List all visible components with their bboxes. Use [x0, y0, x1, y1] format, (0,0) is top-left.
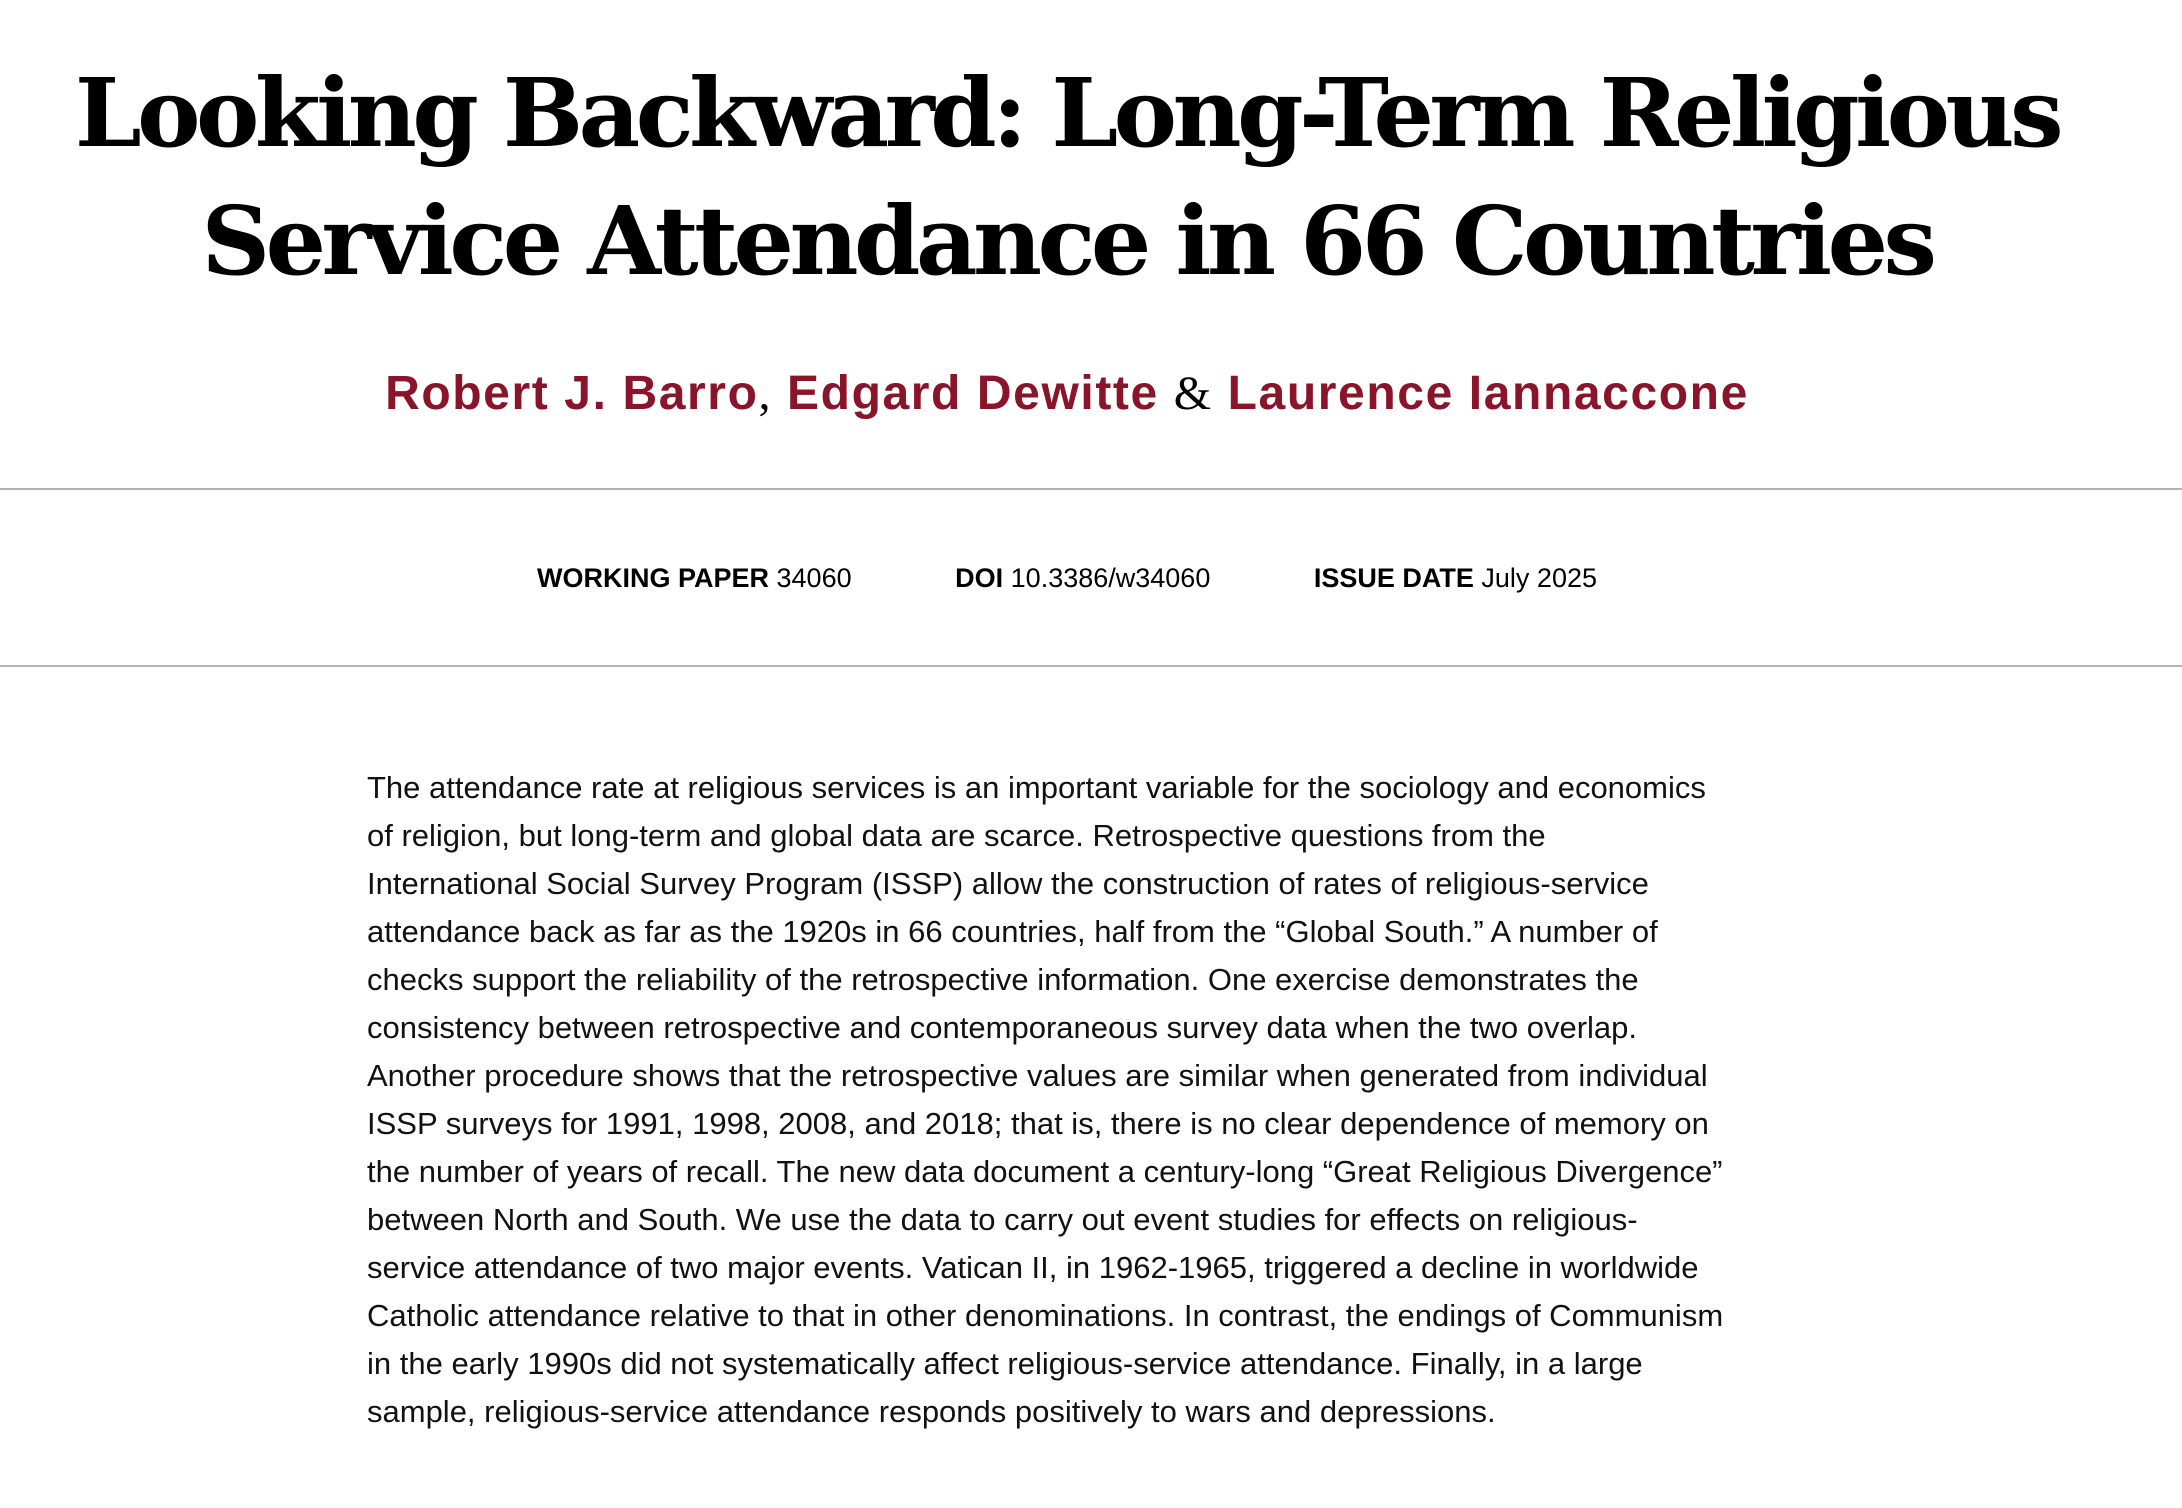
- author-link-iannaccone[interactable]: Laurence Iannaccone: [1227, 367, 1749, 420]
- author-link-barro[interactable]: Robert J. Barro: [385, 367, 759, 420]
- meta-divider-bottom: [0, 665, 2182, 667]
- abstract-line: of religion, but long-term and global data are scarce. Retrospective questions from the: [367, 818, 1546, 853]
- abstract-line: between North and South. We use the data to carry out event studies for effects on religious-: [367, 1202, 1638, 1237]
- abstract-line: service attendance of two major events. Vatican II, in 1962-1965, triggered a decline in worldwide: [367, 1250, 1699, 1285]
- abstract-line: International Social Survey Program (ISSP) allow the construction of rates of religious-service: [367, 866, 1649, 901]
- author-separator-comma: ,: [758, 367, 773, 420]
- meta-issue-date-label: ISSUE DATE: [1313, 563, 1474, 593]
- abstract-line: The attendance rate at religious services is an important variable for the sociology and economics: [367, 770, 1706, 805]
- meta-doi: [955, 556, 1210, 600]
- abstract-line: in the early 1990s did not systematically affect religious-service attendance. Finally, in a large: [367, 1346, 1643, 1381]
- author-separator-ampersand: &: [1173, 367, 1213, 420]
- abstract-line: attendance back as far as the 1920s in 66 countries, half from the “Global South.” A number of: [367, 914, 1658, 949]
- paper-meta-bar: [0, 556, 2134, 600]
- abstract-text: [367, 764, 1787, 1436]
- abstract-line: the number of years of recall. The new data document a century-long “Great Religious Divergence”: [367, 1154, 1723, 1189]
- author-list: [0, 362, 2134, 426]
- meta-issue-date: [1314, 556, 1597, 600]
- abstract-line: checks support the reliability of the retrospective information. One exercise demonstrates the: [367, 962, 1639, 997]
- abstract-line: Catholic attendance relative to that in other denominations. In contrast, the endings of Communism: [367, 1298, 1724, 1333]
- meta-working-paper-value: 34060: [776, 563, 852, 593]
- meta-working-paper: [537, 556, 852, 600]
- meta-doi-label: DOI: [955, 563, 1004, 593]
- paper-title: [60, 50, 2074, 306]
- abstract-line: ISSP surveys for 1991, 1998, 2008, and 2018; that is, there is no clear dependence of memory on: [367, 1106, 1709, 1141]
- meta-issue-date-value: July 2025: [1481, 563, 1597, 593]
- meta-working-paper-label: WORKING PAPER: [536, 563, 769, 593]
- paper-title-line-1: Looking Backward: Long-Term Religious: [74, 58, 2060, 169]
- paper-title-line-2: Service Attendance in 66 Countries: [201, 186, 1933, 297]
- abstract-line: Another procedure shows that the retrospective values are similar when generated from individual: [367, 1058, 1708, 1093]
- meta-divider-top: [0, 488, 2182, 490]
- meta-doi-value: 10.3386/w34060: [1010, 563, 1211, 593]
- abstract-line: consistency between retrospective and contemporaneous survey data when the two overlap.: [367, 1010, 1638, 1045]
- author-link-dewitte[interactable]: Edgard Dewitte: [787, 367, 1159, 420]
- abstract-line: sample, religious-service attendance responds positively to wars and depressions.: [367, 1394, 1496, 1429]
